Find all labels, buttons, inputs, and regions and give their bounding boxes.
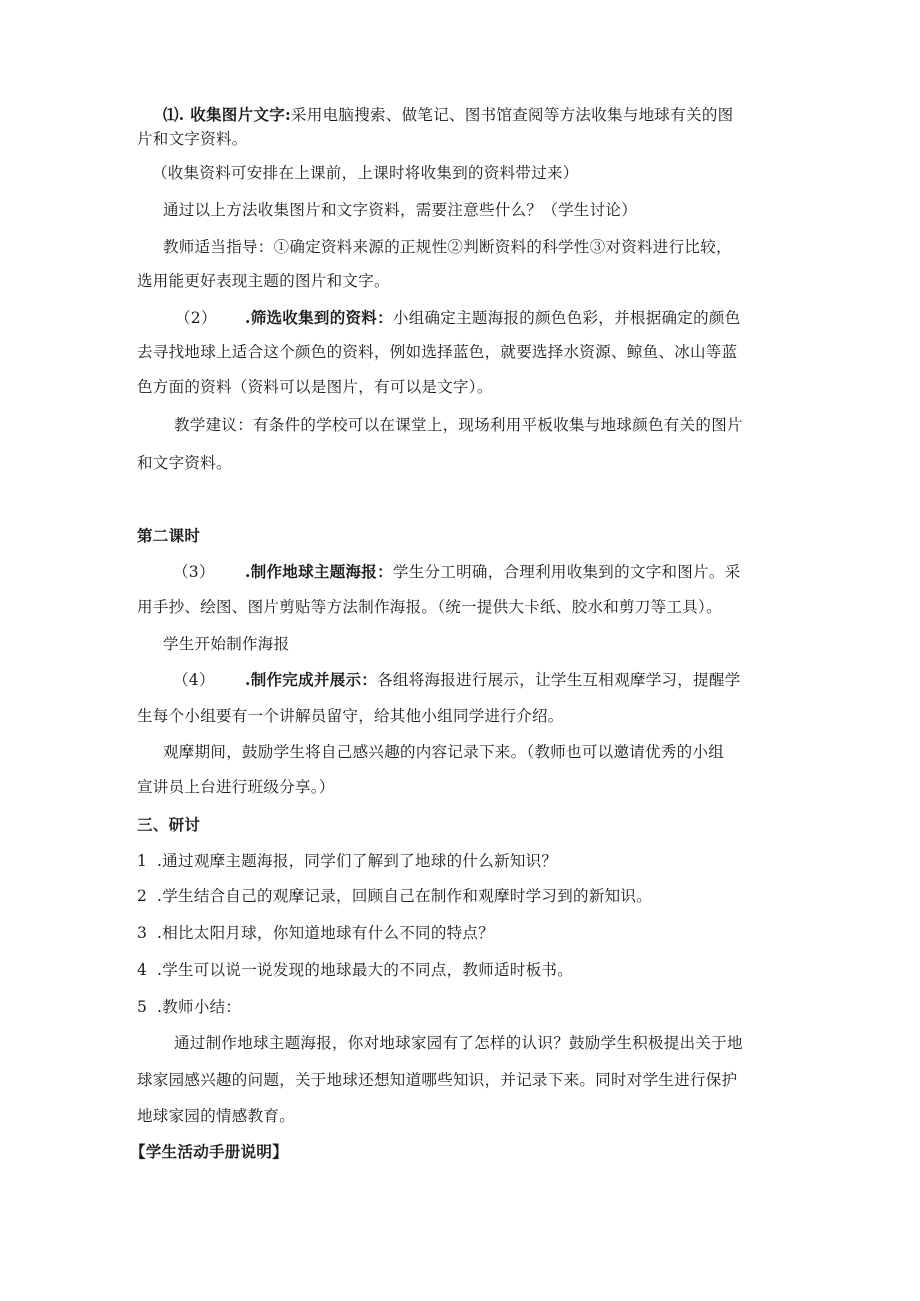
summary-line3: 地球家园的情感教育。: [137, 1107, 296, 1125]
collect-heading: ⑴. 收集图片文字:: [163, 105, 292, 124]
list-item-text: .学生可以说一说发现的地球最大的不同点，教师适时板书。: [157, 961, 574, 979]
heading-second-lesson: 第二课时: [137, 526, 201, 545]
paragraph-discussion-question: 通过以上方法收集图片和文字资料，需要注意些什么？（学生讨论）: [163, 201, 638, 219]
list-item: [137, 996, 241, 1018]
list-item-number: 5: [137, 998, 148, 1016]
step-3-text: 学生分工明确，合理利用收集到的文字和图片。采: [392, 563, 741, 581]
step-2-line3: 色方面的资料（资料可以是图片，有可以是文字）。: [137, 378, 493, 396]
list-item-text: .学生结合自己的观摩记录，回顾自己在制作和观摩时学习到的新知识。: [157, 887, 653, 905]
step-4-heading: .制作完成并展示：: [245, 670, 378, 689]
step-2-number: （2）: [175, 309, 217, 327]
summary-line2: 球家园感兴趣的问题，关于地球还想知道哪些知识，并记录下来。同时对学生进行保护: [137, 1071, 738, 1089]
step-3-line1: [245, 561, 741, 583]
step-3-line2: 用手抄、绘图、图片剪贴等方法制作海报。（统一提供大卡纸、胶水和剪刀等工具）。: [137, 598, 722, 616]
heading-discussion: 三、研讨: [137, 815, 201, 834]
list-item-number: 3: [137, 924, 148, 942]
list-item-number: 1: [137, 852, 148, 870]
teaching-suggestion-line2: 和文字资料。: [137, 454, 232, 472]
list-item-text: .教师小结：: [157, 998, 242, 1016]
step-2-line1: [245, 307, 741, 329]
step-4-line1: [245, 669, 741, 691]
step-4-number: （4）: [173, 671, 215, 689]
list-item: [137, 922, 494, 944]
list-item-text: .相比太阳月球，你知道地球有什么不同的特点？: [157, 924, 495, 942]
paragraph-observation-line1: 观摩期间，鼓励学生将自己感兴趣的内容记录下来。（教师也可以邀请优秀的小组: [163, 743, 725, 761]
step-3-number: （3）: [173, 563, 215, 581]
list-item-text: .通过观摩主题海报，同学们了解到了地球的什么新知识？: [157, 852, 558, 870]
paragraph-collect-line1: [163, 104, 733, 126]
list-item-number: 4: [137, 961, 148, 979]
step-4-text: 各组将海报进行展示，让学生互相观摩学习，提醒学: [377, 671, 741, 689]
step-3-heading: .制作地球主题海报：: [245, 562, 393, 581]
step-2-line2: 去寻找地球上适合这个颜色的资料，例如选择蓝色，就要选择水资源、鲸鱼、冰山等蓝: [137, 343, 738, 361]
step-4-line2: 生每个小组要有一个讲解员留守，给其他小组同学进行介绍。: [137, 707, 564, 725]
teaching-suggestion-line1: 教学建议：有条件的学校可以在课堂上，现场利用平板收集与地球颜色有关的图片: [174, 416, 743, 434]
paragraph-arrangement-note: （收集资料可安排在上课前，上课时将收集到的资料带过来）: [152, 164, 579, 182]
summary-line1: 通过制作地球主题海报，你对地球家园有了怎样的认识？鼓励学生积极提出关于地: [174, 1034, 743, 1052]
step-2-heading: .筛选收集到的资料：: [245, 308, 393, 327]
step-2-text: 小组确定主题海报的颜色色彩，并根据确定的颜色: [392, 309, 741, 327]
collect-text: 采用电脑搜索、做笔记、图书馆查阅等方法收集与地球有关的图: [291, 106, 734, 124]
paragraph-teacher-guide-line1: 教师适当指导：①确定资料来源的正规性②判断资料的科学性③对资料进行比较，: [163, 238, 732, 256]
list-item: [137, 850, 557, 872]
list-item: [137, 885, 652, 907]
list-item: [137, 959, 573, 981]
paragraph-observation-line2: 宣讲员上台进行班级分享。）: [137, 778, 335, 796]
list-item-number: 2: [137, 887, 148, 905]
paragraph-collect-line2: 片和文字资料。: [137, 130, 248, 148]
paragraph-start-poster: 学生开始制作海报: [163, 635, 290, 653]
heading-student-manual: 【学生活动手册说明】: [130, 1142, 289, 1161]
paragraph-teacher-guide-line2: 选用能更好表现主题的图片和文字。: [137, 272, 390, 290]
